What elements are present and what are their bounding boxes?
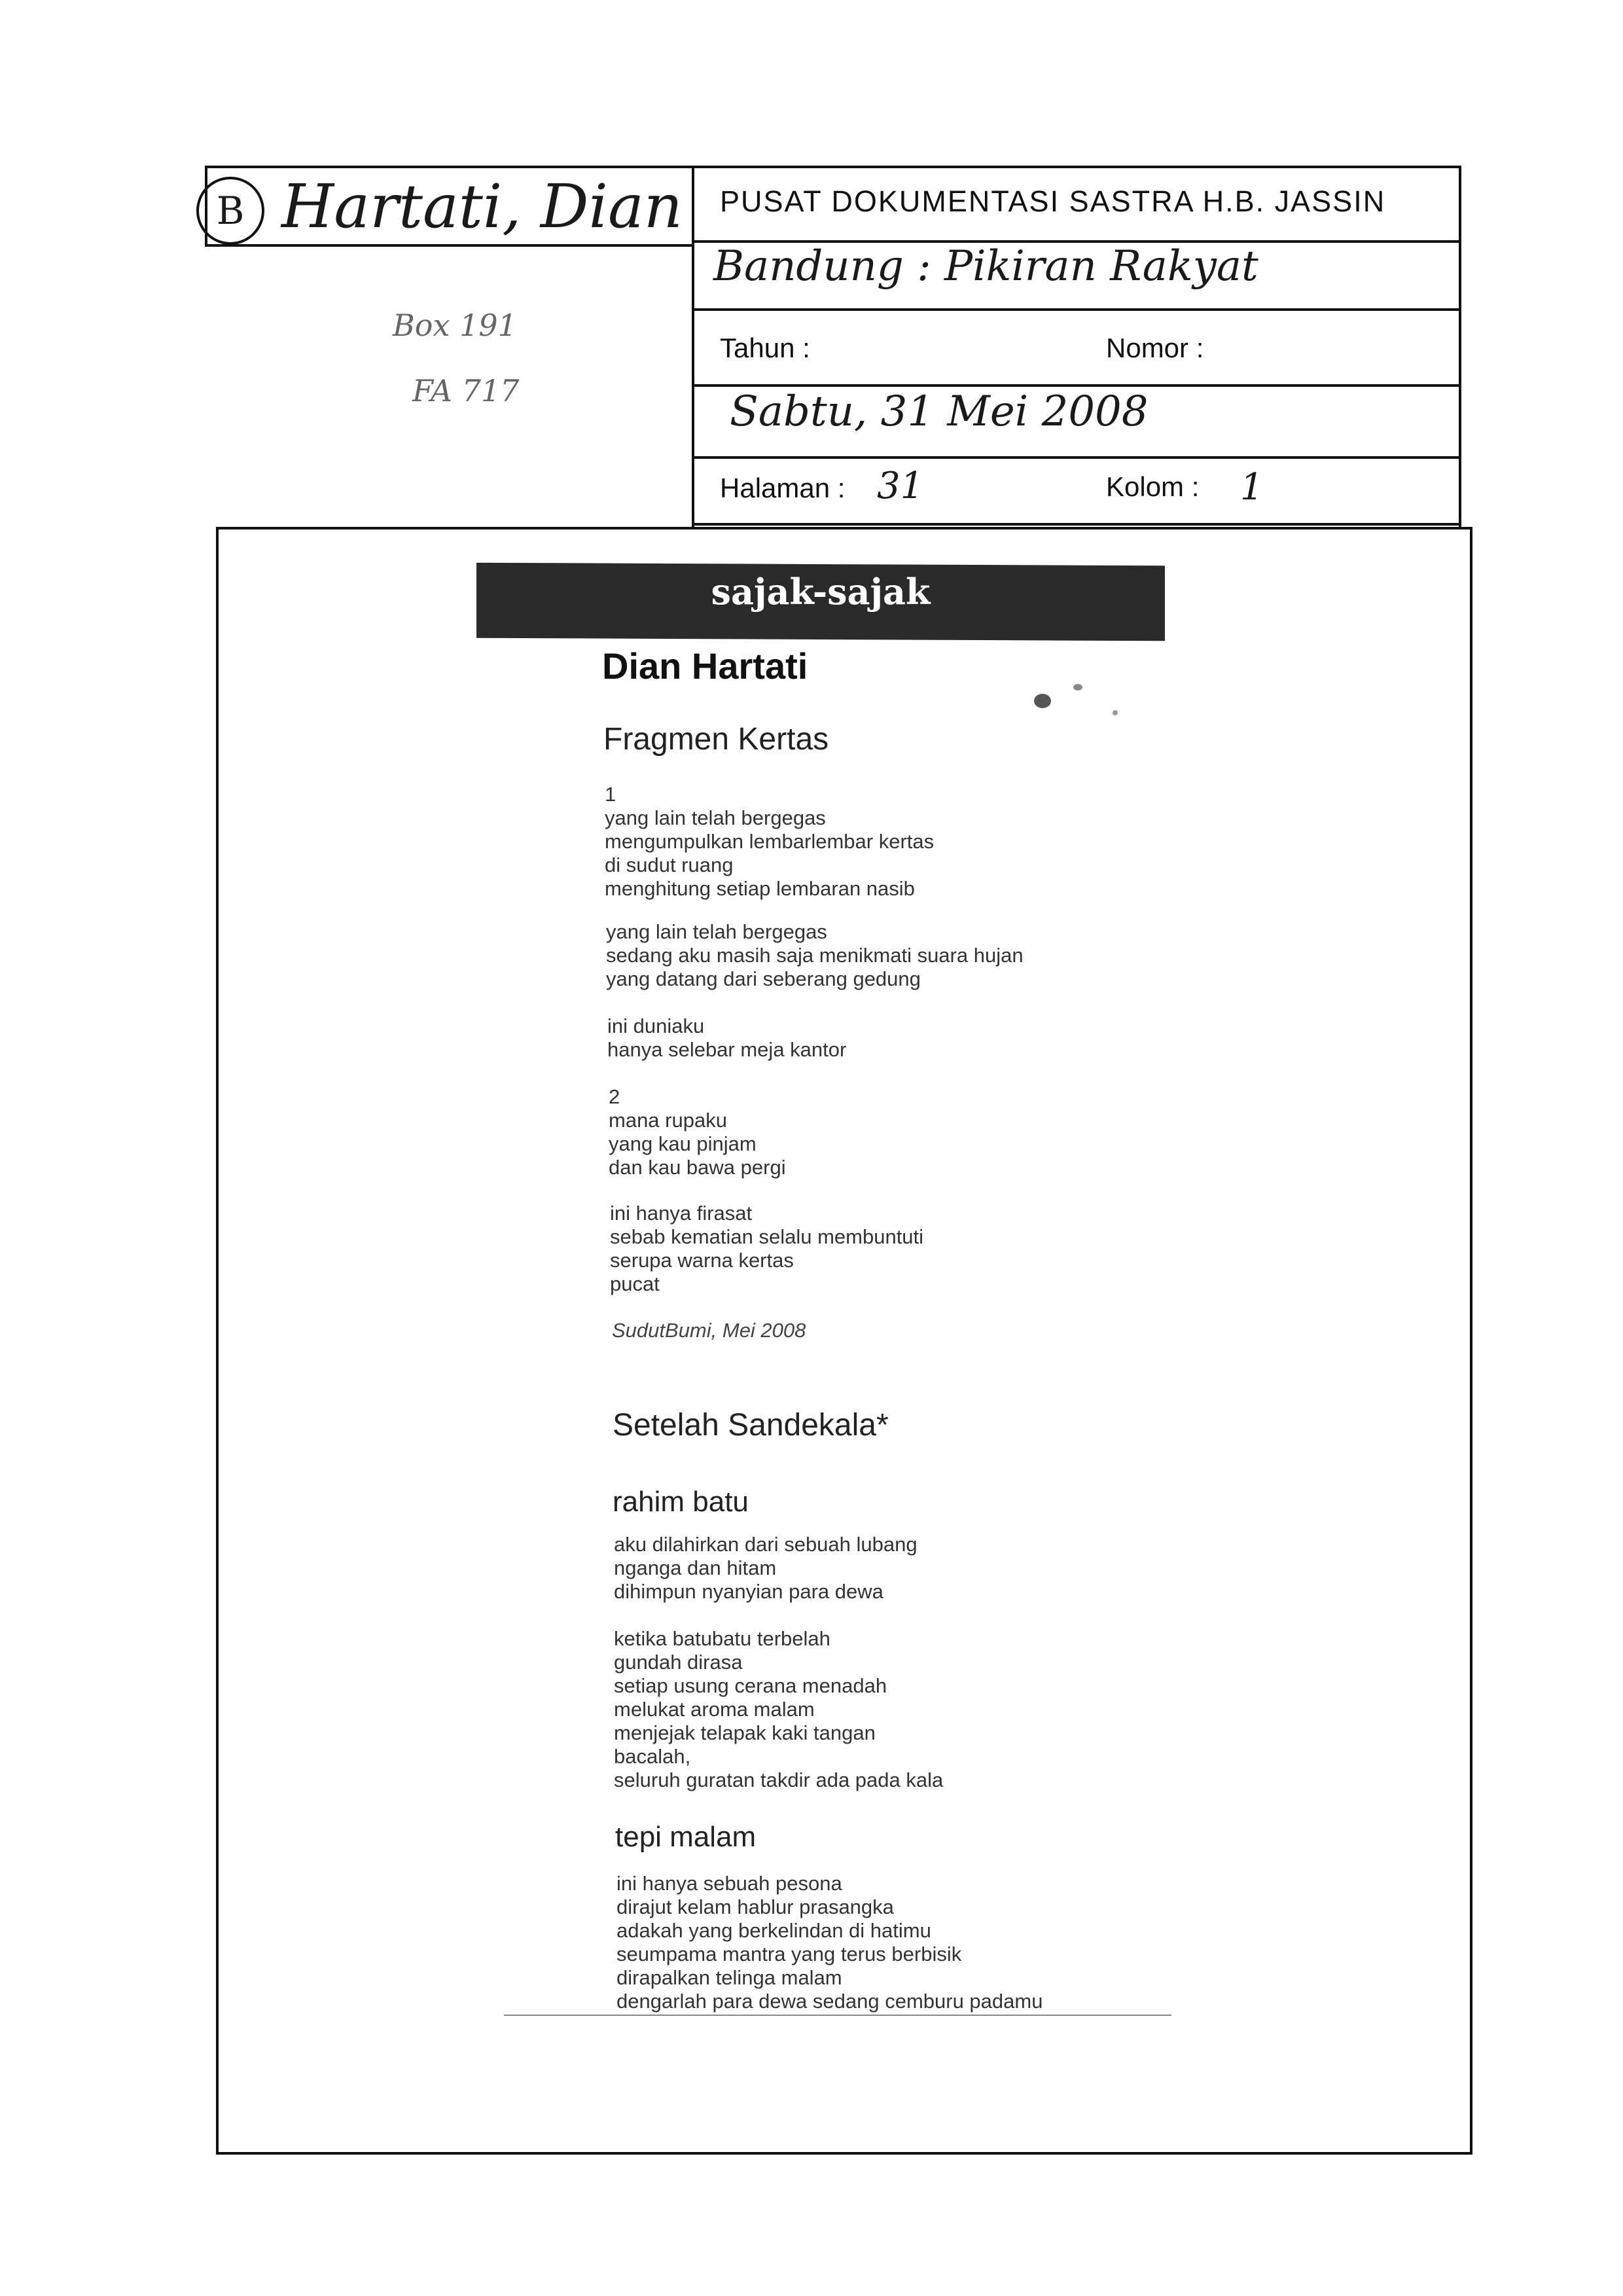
poem1-stanza-2 (606, 920, 1024, 991)
poem-line: dan kau bawa pergi (609, 1156, 786, 1179)
poem-line: yang datang dari seberang gedung (606, 967, 921, 990)
handwritten-name: Hartati, Dian (281, 171, 683, 242)
poem-line: gundah dirasa (614, 1651, 743, 1674)
poem1-title: Fragmen Kertas (603, 722, 829, 757)
poem-line: ketika batubatu terbelah (614, 1627, 830, 1650)
poem2-part1-title: rahim batu (613, 1486, 749, 1518)
poem1-stanza-5 (610, 1202, 923, 1296)
banner-title: sajak-sajak (711, 571, 931, 613)
smudge (1113, 710, 1118, 715)
row-divider-5 (693, 523, 1461, 526)
box-note: Box 191 (393, 308, 517, 343)
poem-line: serupa warna kertas (610, 1249, 794, 1272)
poem1-stanza-4 (609, 1085, 786, 1179)
poem-line: dirapalkan telinga malam (616, 1966, 842, 1989)
poem-line: adakah yang berkelindan di hatimu (616, 1919, 931, 1942)
poem-line: seluruh guratan takdir ada pada kala (614, 1768, 944, 1791)
row-divider-4 (693, 456, 1461, 459)
poem-line: nganga dan hitam (614, 1556, 777, 1579)
source-handwritten: Bandung : Pikiran Rakyat (713, 242, 1258, 291)
header-vertical-divider (692, 168, 694, 527)
poem1-dateline: SudutBumi, Mei 2008 (612, 1319, 806, 1342)
poem-line: hanya selebar meja kantor (607, 1038, 847, 1061)
nomor-label: Nomor : (1106, 332, 1204, 363)
poem-line: 2 (609, 1085, 620, 1108)
poem-line: bacalah, (614, 1745, 691, 1768)
poem2-part1-stanza-2 (614, 1627, 943, 1792)
poem-line: setiap usung cerana menadah (614, 1674, 887, 1697)
poem-line: yang kau pinjam (609, 1132, 757, 1155)
poem-line: aku dilahirkan dari sebuah lubang (614, 1533, 918, 1556)
poem-line: yang lain telah bergegas (605, 806, 826, 829)
poem-line: pucat (610, 1272, 660, 1295)
kolom-label: Kolom : (1106, 471, 1200, 502)
poem2-title: Setelah Sandekala* (613, 1408, 889, 1443)
poem-line: melukat aroma malam (614, 1698, 815, 1721)
halaman-value: 31 (877, 465, 924, 507)
poem-line: ini hanya sebuah pesona (616, 1872, 842, 1895)
poem1-stanza-1 (605, 783, 934, 901)
poem-line: dirajut kelam hablur prasangka (616, 1895, 894, 1918)
poem-line: 1 (605, 783, 616, 806)
poem1-stanza-3 (607, 1014, 846, 1062)
kolom-value: 1 (1240, 466, 1264, 509)
poem-line: sebab kematian selalu membuntuti (610, 1225, 924, 1248)
fa-note: FA 717 (412, 373, 520, 408)
poem-line: menghitung setiap lembaran nasib (605, 877, 915, 900)
poem2-part1-stanza-1 (614, 1533, 918, 1604)
smudge (1034, 694, 1051, 708)
poem-line: mana rupaku (609, 1109, 727, 1132)
date-handwritten: Sabtu, 31 Mei 2008 (730, 387, 1149, 436)
halaman-label: Halaman : (720, 473, 846, 503)
header-right-border (1459, 168, 1461, 527)
author-name: Dian Hartati (602, 645, 808, 687)
poem-line: mengumpulkan lembarlembar kertas (605, 830, 935, 853)
poem-line: seumpama mantra yang terus berbisik (616, 1943, 962, 1965)
poem-line: ini duniaku (607, 1014, 705, 1037)
poem2-part2-title: tepi malam (615, 1821, 757, 1853)
poem-line: dengarlah para dewa sedang cemburu padamu (616, 1990, 1043, 2013)
institution-title: PUSAT DOKUMENTASI SASTRA H.B. JASSIN (720, 185, 1386, 218)
row-divider-3 (693, 384, 1461, 387)
smudge (1073, 684, 1082, 691)
poem-line: yang lain telah bergegas (606, 920, 827, 943)
name-cell-divider (205, 244, 693, 247)
poem-line: di sudut ruang (605, 853, 734, 876)
poem-line: menjejak telapak kaki tangan (614, 1721, 876, 1744)
poem-line: dihimpun nyanyian para dewa (614, 1580, 883, 1603)
circle-letter: B (196, 177, 264, 245)
poem-line: ini hanya firasat (610, 1202, 753, 1225)
tahun-label: Tahun : (720, 332, 810, 363)
poem2-part2-stanza-1 (616, 1872, 1043, 2013)
clipping-bottom-rule (504, 2015, 1171, 2016)
poem-line: sedang aku masih saja menikmati suara hujan (606, 944, 1024, 967)
row-divider-2 (693, 308, 1461, 311)
